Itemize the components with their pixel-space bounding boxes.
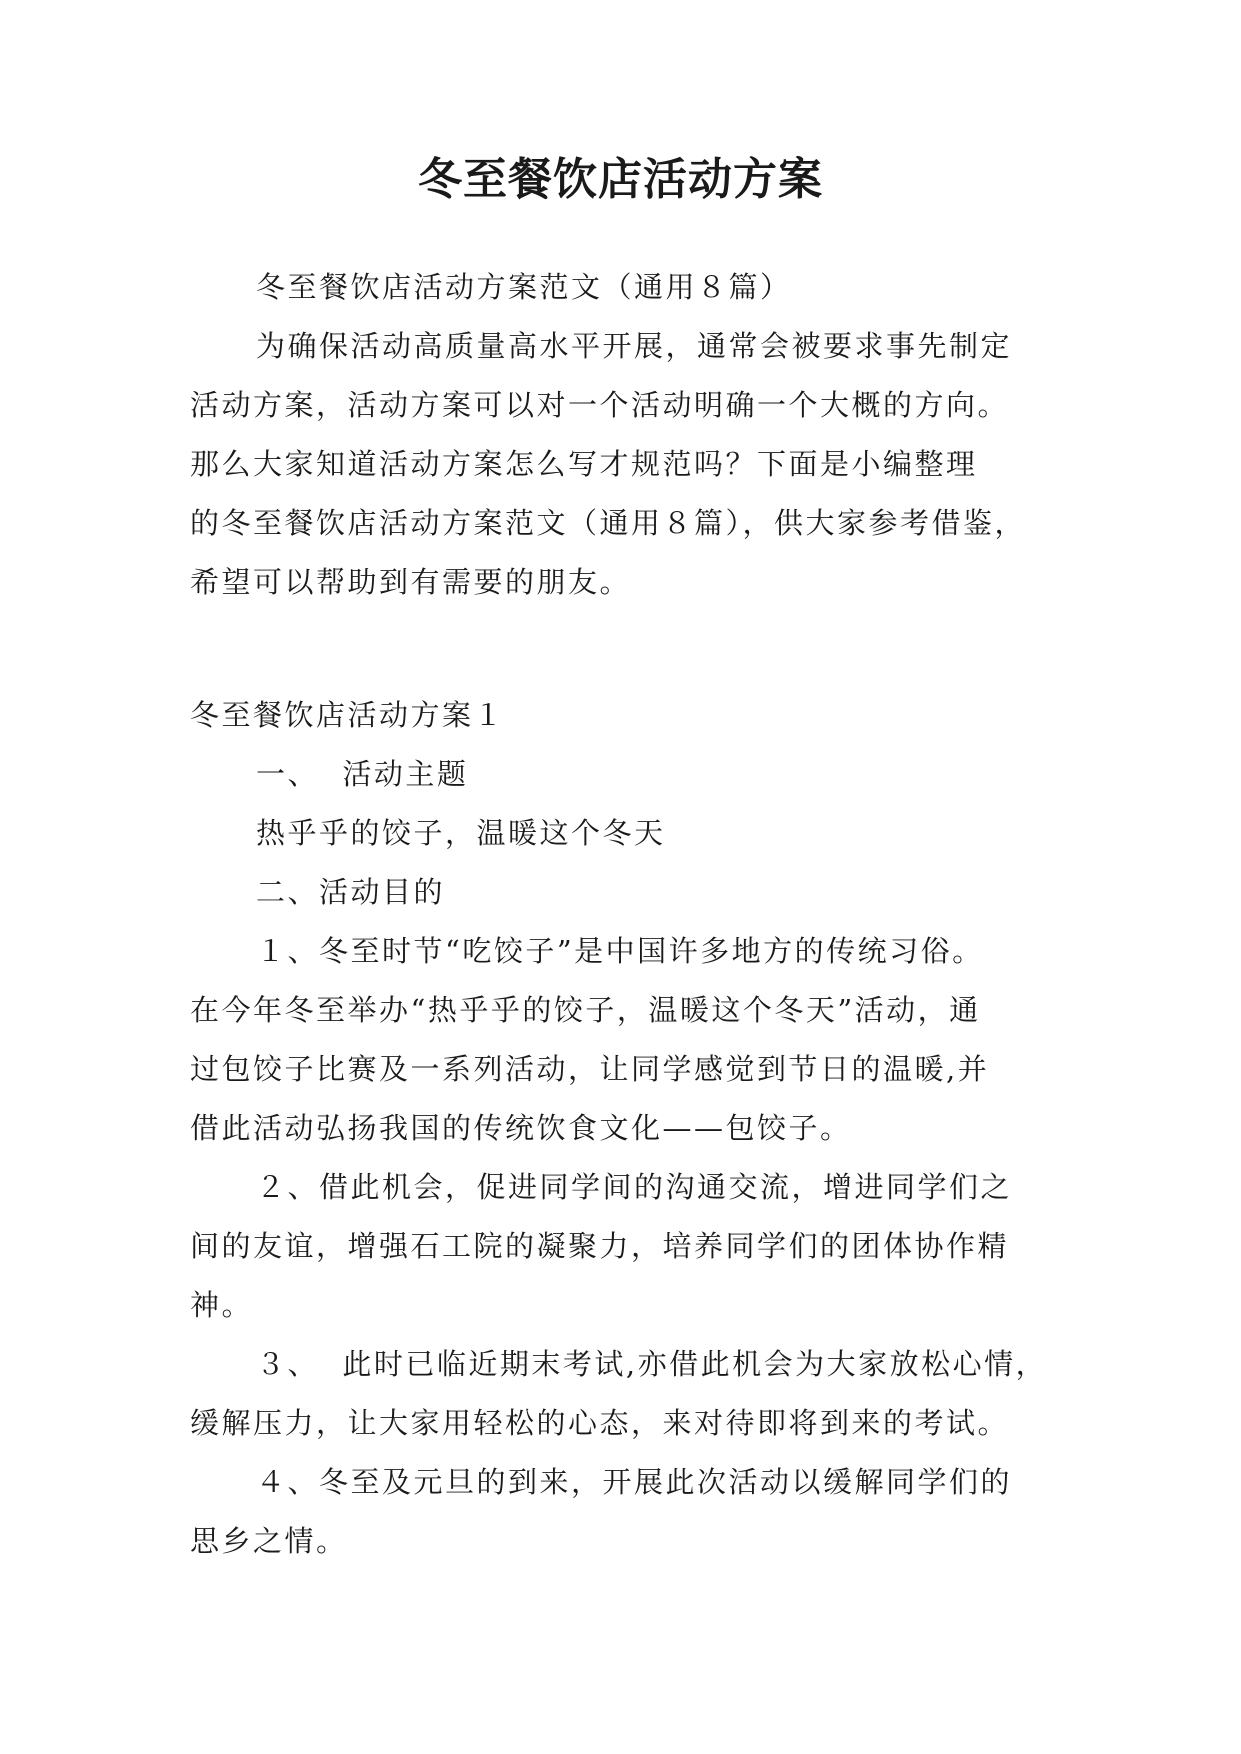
point-2-line: 神。	[190, 1288, 254, 1322]
point-1-line: 在今年冬至举办“热乎乎的饺子，温暖这个冬天”活动，通	[190, 993, 981, 1027]
point-3-line: ３、 此时已临近期末考试,亦借此机会为大家放松心情，	[256, 1347, 1048, 1381]
theme-text: 热乎乎的饺子，温暖这个冬天	[256, 816, 666, 850]
section-heading: 冬至餐饮店活动方案１	[190, 698, 506, 732]
purpose-heading: 二、活动目的	[256, 875, 446, 909]
intro-subtitle: 冬至餐饮店活动方案范文（通用８篇）	[256, 270, 792, 304]
point-4-line: 思乡之情。	[190, 1524, 348, 1558]
section-1-block	[190, 686, 1070, 1571]
intro-paragraph-line: 为确保活动高质量高水平开展，通常会被要求事先制定	[256, 329, 1013, 363]
point-1-line: 过包饺子比赛及一系列活动，让同学感觉到节日的温暖,并	[190, 1052, 990, 1086]
point-2-line: ２、借此机会，促进同学间的沟通交流，增进同学们之	[256, 1170, 1013, 1204]
intro-paragraph-line: 活动方案，活动方案可以对一个活动明确一个大概的方向。	[190, 388, 1010, 422]
point-3-line: 缓解压力，让大家用轻松的心态，来对待即将到来的考试。	[190, 1406, 1010, 1440]
intro-paragraph-line: 那么大家知道活动方案怎么写才规范吗？下面是小编整理	[190, 447, 978, 481]
point-2-line: 间的友谊，增强石工院的凝聚力，培养同学们的团体协作精	[190, 1229, 1010, 1263]
point-4-line: ４、冬至及元旦的到来，开展此次活动以缓解同学们的	[256, 1465, 1013, 1499]
intro-paragraph-line: 的冬至餐饮店活动方案范文（通用８篇），供大家参考借鉴，	[190, 506, 1027, 540]
intro-paragraph-line: 希望可以帮助到有需要的朋友。	[190, 565, 632, 599]
document-title: 冬至餐饮店活动方案	[418, 154, 823, 205]
intro-block	[190, 258, 1070, 612]
theme-heading: 一、 活动主题	[256, 757, 469, 791]
point-1-line: １、冬至时节“吃饺子”是中国许多地方的传统习俗。	[256, 934, 984, 968]
point-1-line: 借此活动弘扬我国的传统饮食文化——包饺子。	[190, 1111, 852, 1145]
